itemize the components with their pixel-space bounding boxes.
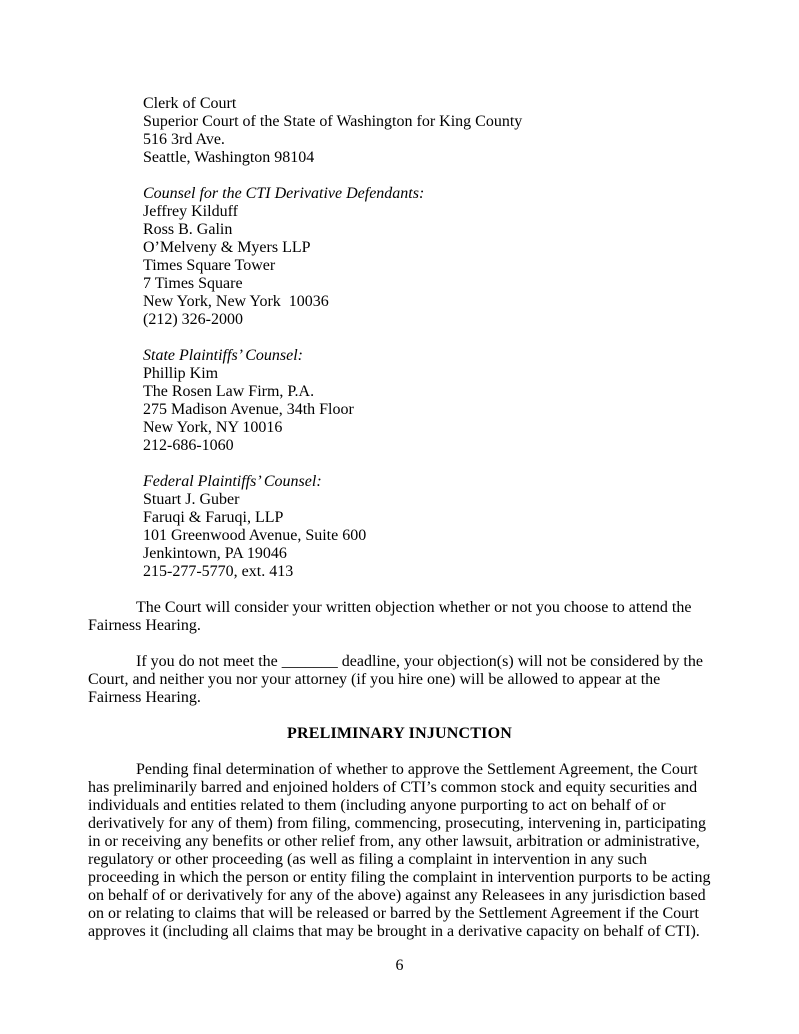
contact-line: New York, NY 10016 <box>143 419 283 436</box>
contact-block-heading: State Plaintiffs’ Counsel: <box>143 347 303 364</box>
contact-line: 212-686-1060 <box>143 437 234 454</box>
section-heading-preliminary-injunction: PRELIMINARY INJUNCTION <box>286 725 513 742</box>
contact-line: O’Melveny & Myers LLP <box>143 239 311 256</box>
contact-line: The Rosen Law Firm, P.A. <box>143 383 315 400</box>
paragraph-objection-consider: The Court will consider your written objection whether or not you choose to attend the Fairness Hearing. <box>88 599 692 634</box>
contact-line: (212) 326-2000 <box>143 311 243 328</box>
paragraph-injunction-body: Pending final determination of whether to approve the Settlement Agreement, the Court has preliminarily barred and enjoined holders of CTI’s common stock and equity securities and individuals and entities related to them (including anyone purporting to act on behalf of or derivatively for any of them) from filing, commencing, prosecuting, intervening in, participating in or receiving any benefits or other relief from, any other lawsuit, arbitration or administrative, regulatory or other proceeding (as well as filing a complaint in intervention in any such proceeding in which the person or entity filing the complaint in intervention purports to be acting on behalf of or derivatively for any of the above) against any Releasees in any jurisdiction based on or relating to claims that will be released or barred by the Settlement Agreement if the Court approves it (including all claims that may be brought in a derivative capacity on behalf of CTI). <box>88 761 711 940</box>
contact-line: Jeffrey Kilduff <box>143 203 238 220</box>
contact-line: Stuart J. Guber <box>143 491 240 508</box>
contact-line: Phillip Kim <box>143 365 219 382</box>
contact-line: 215-277-5770, ext. 413 <box>143 563 294 580</box>
contact-line: 516 3rd Ave. <box>143 131 225 148</box>
contact-line: New York, New York 10036 <box>143 293 329 310</box>
contact-block-federal-plaintiffs-counsel <box>143 473 711 581</box>
contact-block-cti-derivative-defendants-counsel <box>143 185 711 329</box>
contact-block-state-plaintiffs-counsel <box>143 347 711 455</box>
contact-line: 275 Madison Avenue, 34th Floor <box>143 401 354 418</box>
contact-line: Jenkintown, PA 19046 <box>143 545 287 562</box>
contact-block-heading: Counsel for the CTI Derivative Defendants: <box>143 185 425 202</box>
contact-line: Ross B. Galin <box>143 221 233 238</box>
contact-line: 7 Times Square <box>143 275 243 292</box>
contact-block-heading: Federal Plaintiffs’ Counsel: <box>143 473 322 490</box>
contact-line: Seattle, Washington 98104 <box>143 149 315 166</box>
contact-line: 101 Greenwood Avenue, Suite 600 <box>143 527 367 544</box>
contact-line: Times Square Tower <box>143 257 276 274</box>
contact-block-clerk-of-court <box>143 95 711 167</box>
page-number: 6 <box>395 957 404 974</box>
paragraph-deadline-warning: If you do not meet the _______ deadline, your objection(s) will not be considered by the Court, and neither you nor your attorney (if you hire one) will be allowed to appear at the Fairness Hearing. <box>88 653 703 706</box>
contact-line: Superior Court of the State of Washington for King County <box>143 113 523 130</box>
contact-line: Clerk of Court <box>143 95 237 112</box>
contact-line: Faruqi & Faruqi, LLP <box>143 509 284 526</box>
